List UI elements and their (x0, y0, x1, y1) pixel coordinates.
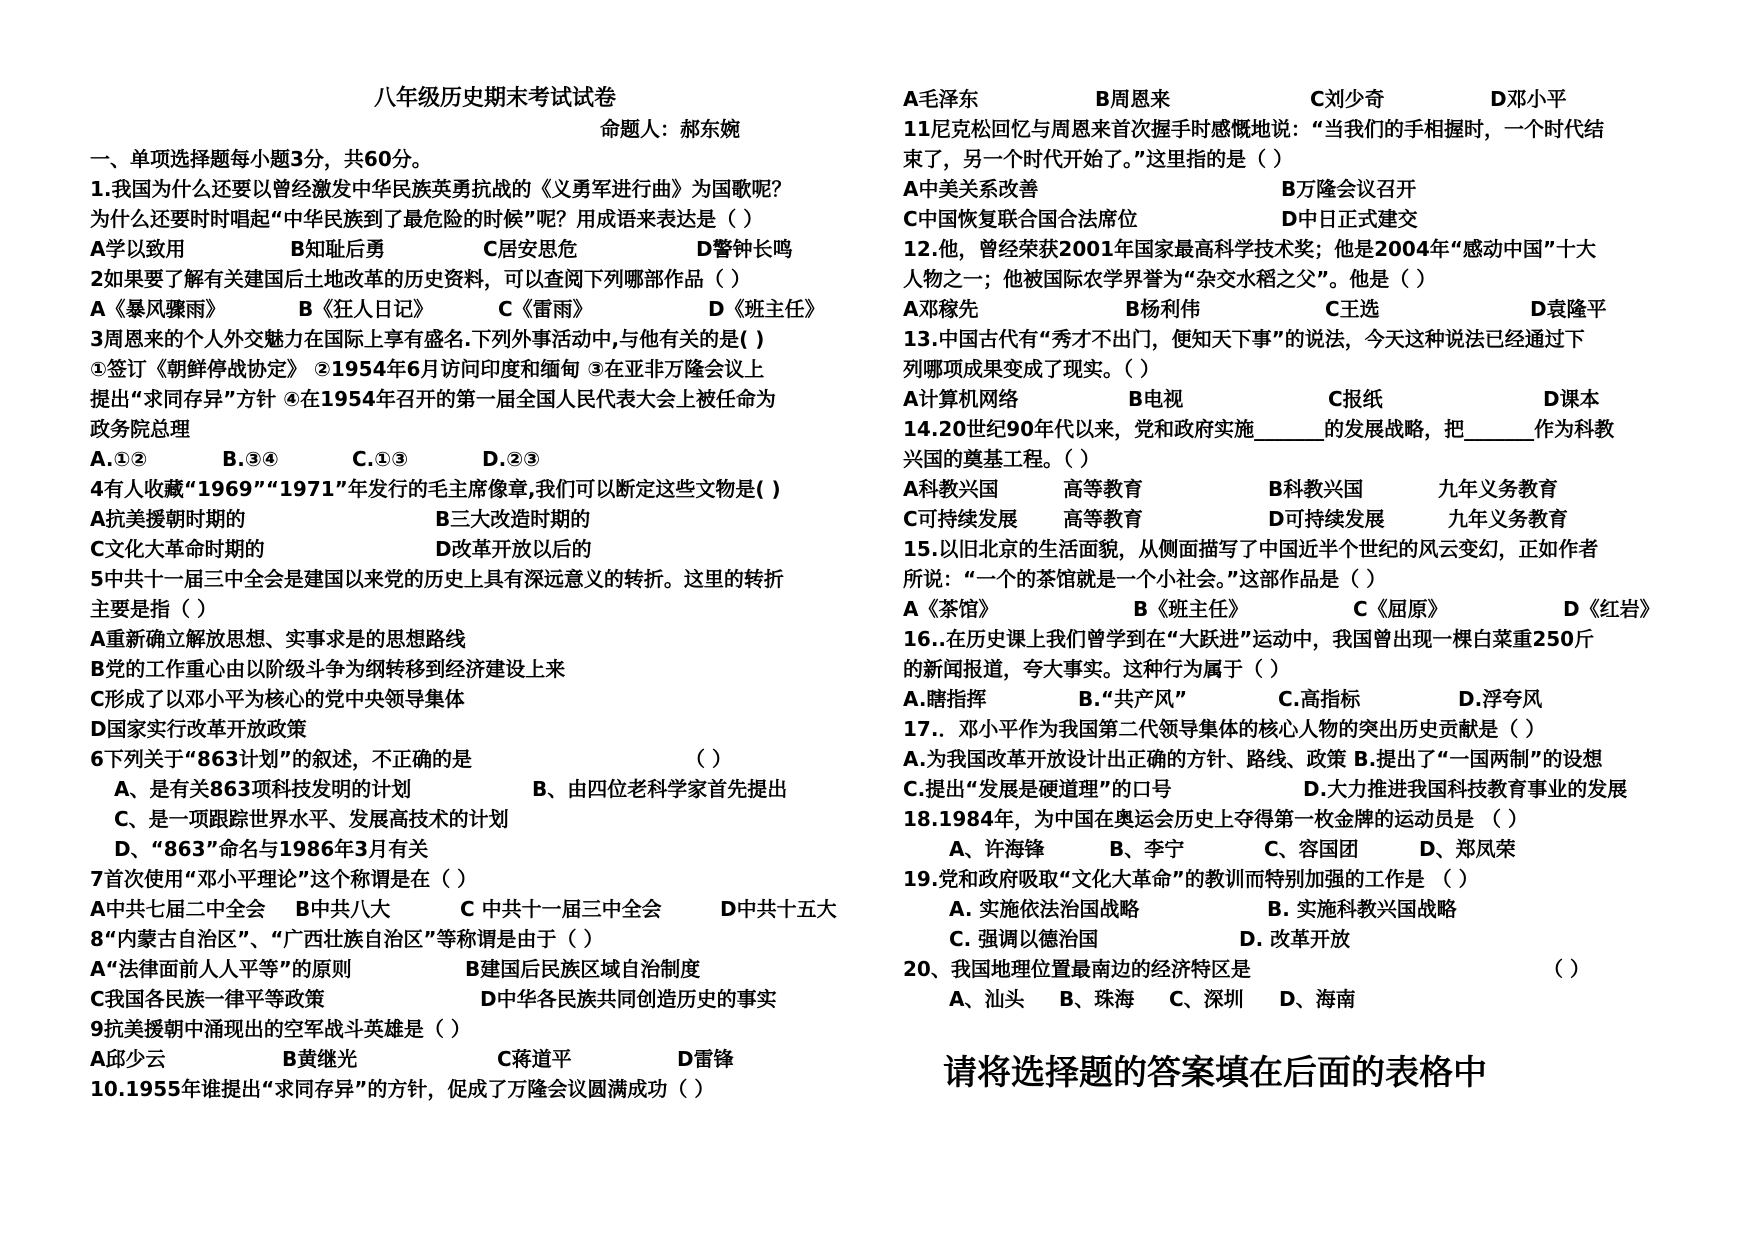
text-segment: D中日正式建交 (1281, 207, 1418, 231)
text-segment: C文化大革命时期的 (90, 537, 265, 561)
text-segment: 11尼克松回忆与周恩来首次握手时感慨地说：“当我们的手相握时，一个时代结 (903, 117, 1604, 141)
text-line (903, 684, 1683, 714)
text-segment: A邱少云 (90, 1047, 166, 1071)
text-segment: 15.以旧北京的生活面貌，从侧面描写了中国近半个世纪的风云变幻，正如作者 (903, 537, 1599, 561)
text-segment: D雷锋 (677, 1047, 734, 1071)
text-segment: D中华各民族共同创造历史的事实 (480, 987, 777, 1011)
text-line (903, 174, 1683, 204)
text-segment: D袁隆平 (1530, 297, 1607, 321)
text-line (90, 954, 870, 984)
text-segment: 九年义务教育 (1448, 507, 1568, 531)
text-line (90, 384, 870, 414)
text-segment: B《班主任》 (1133, 597, 1249, 621)
text-segment: 9抗美援朝中涌现出的空军战斗英雄是（ ） (90, 1017, 471, 1041)
text-segment: A中美关系改善 (903, 177, 1039, 201)
text-line (903, 204, 1683, 234)
text-segment: 兴国的奠基工程。（ ） (903, 447, 1100, 471)
text-segment: C报纸 (1328, 387, 1383, 411)
left-question-lines (90, 144, 870, 1104)
text-segment: B电视 (1128, 387, 1184, 411)
text-segment: A、汕头 (949, 987, 1025, 1011)
text-segment: 7首次使用“邓小平理论”这个称谓是在（ ） (90, 867, 478, 891)
text-segment: B中共八大 (295, 897, 391, 921)
text-segment: D可持续发展 (1268, 507, 1385, 531)
text-segment: 主要是指（ ） (90, 597, 217, 621)
text-line (90, 324, 870, 354)
text-segment: 人物之一；他被国际农学界誉为“杂交水稻之父”。他是（ ） (903, 267, 1437, 291)
text-segment: 列哪项成果变成了现实。（ ） (903, 357, 1160, 381)
text-segment: D.浮夸风 (1458, 687, 1543, 711)
text-line (90, 684, 870, 714)
text-segment: A邓稼先 (903, 297, 979, 321)
right-question-lines (903, 84, 1683, 1014)
text-segment: D中共十五大 (720, 897, 837, 921)
text-line (90, 474, 870, 504)
text-line (903, 864, 1683, 894)
text-segment: C可持续发展 (903, 507, 1018, 531)
text-line (903, 564, 1683, 594)
text-segment: B科教兴国 (1268, 477, 1364, 501)
text-segment: B周恩来 (1095, 87, 1171, 111)
text-line (90, 354, 870, 384)
text-segment: C我国各民族一律平等政策 (90, 987, 325, 1011)
text-segment: B万隆会议召开 (1281, 177, 1417, 201)
text-line (903, 84, 1683, 114)
text-segment: B杨利伟 (1125, 297, 1201, 321)
text-line (90, 1014, 870, 1044)
text-line (903, 924, 1683, 954)
text-segment: A重新确立解放思想、实事求是的思想路线 (90, 627, 466, 651)
text-segment: 一、单项选择题每小题3分，共60分。 (90, 147, 432, 171)
text-segment: 3周恩来的个人外交魅力在国际上享有盛名.下列外事活动中,与他有关的是( ) (90, 327, 765, 351)
text-line (903, 774, 1683, 804)
text-line (90, 534, 870, 564)
text-line (903, 234, 1683, 264)
text-segment: C、是一项跟踪世界水平、发展高技术的计划 (114, 807, 509, 831)
text-line (90, 444, 870, 474)
text-line (90, 294, 870, 324)
text-segment: C.提出“发展是硬道理”的口号 (903, 777, 1172, 801)
text-line (903, 744, 1683, 774)
text-line (90, 594, 870, 624)
text-segment: B建国后民族区域自治制度 (465, 957, 701, 981)
page-title: 八年级历史期末考试试卷 (373, 86, 616, 111)
text-segment: 13.中国古代有“秀才不出门，便知天下事”的说法，今天这种说法已经通过下 (903, 327, 1585, 351)
text-segment: C、容国团 (1264, 837, 1359, 861)
text-line (90, 234, 870, 264)
text-segment: A. 实施依法治国战略 (949, 897, 1140, 921)
text-segment: 束了，另一个时代开始了。”这里指的是（ ） (903, 147, 1294, 171)
text-line (903, 384, 1683, 414)
text-line (903, 114, 1683, 144)
text-line (90, 654, 870, 684)
text-segment: A.①② (90, 447, 148, 471)
text-line (90, 144, 870, 174)
text-segment: 2如果要了解有关建国后土地改革的历史资料，可以查阅下列哪部作品（ ） (90, 267, 751, 291)
text-segment: 高等教育 (1063, 477, 1143, 501)
text-segment: B、李宁 (1109, 837, 1185, 861)
text-segment: D.②③ (482, 447, 541, 471)
text-segment: D、海南 (1279, 987, 1356, 1011)
text-line (903, 804, 1683, 834)
text-segment: C刘少奇 (1310, 87, 1385, 111)
text-segment: D. 改革开放 (1239, 927, 1351, 951)
text-line (903, 144, 1683, 174)
text-segment: A抗美援朝时期的 (90, 507, 246, 531)
text-segment: A计算机网络 (903, 387, 1019, 411)
text-segment: 6下列关于“863计划”的叙述，不正确的是 (90, 747, 472, 771)
text-segment: 1.我国为什么还要以曾经激发中华民族英勇抗战的《义勇军进行曲》为国歌呢？ (90, 177, 792, 201)
text-line (90, 864, 870, 894)
text-segment: B三大改造时期的 (435, 507, 591, 531)
text-segment: D《红岩》 (1563, 597, 1660, 621)
text-segment: A科教兴国 (903, 477, 999, 501)
text-segment: D警钟长鸣 (696, 237, 793, 261)
text-segment: A、是有关863项科技发明的计划 (114, 777, 412, 801)
text-segment: 所说：“一个的茶馆就是一个小社会。”这部作品是（ ） (903, 567, 1387, 591)
text-line (903, 294, 1683, 324)
text-line (903, 894, 1683, 924)
text-line (90, 204, 870, 234)
text-segment: C. 强调以德治国 (949, 927, 1099, 951)
answer-notice: 请将选择题的答案填在后面的表格中 (943, 1053, 1487, 1093)
text-segment: B. 实施科教兴国战略 (1267, 897, 1457, 921)
text-segment: 8“内蒙古自治区”、“广西壮族自治区”等称谓是由于（ ） (90, 927, 604, 951)
text-line (903, 954, 1683, 984)
text-line (903, 264, 1683, 294)
text-segment: 14.20世纪90年代以来，党和政府实施_______的发展战略，把_______作为科教 (903, 417, 1615, 441)
text-line (903, 354, 1683, 384)
text-segment: C形成了以邓小平为核心的党中央领导集体 (90, 687, 465, 711)
text-segment: B.③④ (222, 447, 279, 471)
text-segment: ①签订《朝鲜停战协定》 ②1954年6月访问印度和缅甸 ③在亚非万隆会议上 (90, 357, 765, 381)
text-line (903, 654, 1683, 684)
text-segment: C、深圳 (1169, 987, 1244, 1011)
text-line (903, 714, 1683, 744)
text-segment: D国家实行改革开放政策 (90, 717, 307, 741)
text-segment: B知耻后勇 (290, 237, 386, 261)
text-segment: C居安思危 (483, 237, 578, 261)
text-segment: 九年义务教育 (1438, 477, 1558, 501)
text-line (90, 834, 870, 864)
text-segment: D邓小平 (1490, 87, 1567, 111)
text-line (90, 984, 870, 1014)
text-segment: C王选 (1325, 297, 1380, 321)
text-line (903, 474, 1683, 504)
text-segment: 4有人收藏“1969”“1971”年发行的毛主席像章,我们可以断定这些文物是( ) (90, 477, 781, 501)
text-segment: C.①③ (352, 447, 409, 471)
text-segment: 高等教育 (1063, 507, 1143, 531)
text-segment: 16..在历史课上我们曾学到在“大跃进”运动中，我国曾出现一棵白菜重250斤 (903, 627, 1595, 651)
text-segment: 为什么还要时时唱起“中华民族到了最危险的时候”呢？用成语来表达是（ ） (90, 207, 764, 231)
text-segment: A、许海锋 (949, 837, 1045, 861)
spacer (903, 1014, 1683, 1038)
text-line (903, 414, 1683, 444)
text-line (90, 804, 870, 834)
text-segment: C中国恢复联合国合法席位 (903, 207, 1138, 231)
text-segment: D、郑凤荣 (1419, 837, 1516, 861)
text-line (903, 594, 1683, 624)
text-segment: B.“共产风” (1078, 687, 1188, 711)
text-line (903, 834, 1683, 864)
text-segment: B黄继光 (282, 1047, 358, 1071)
text-line (903, 324, 1683, 354)
text-line (90, 264, 870, 294)
right-column (903, 84, 1683, 1108)
text-line (90, 624, 870, 654)
text-line (90, 714, 870, 744)
text-segment: A.瞎指挥 (903, 687, 987, 711)
text-line (90, 564, 870, 594)
text-segment: A“法律面前人人平等”的原则 (90, 957, 352, 981)
text-segment: B、由四位老科学家首先提出 (532, 777, 788, 801)
text-segment: 政务院总理 (90, 417, 190, 441)
text-segment: C.高指标 (1278, 687, 1361, 711)
text-segment: A.为我国改革开放设计出正确的方针、路线、政策 B.提出了“一国两制”的设想 (903, 747, 1603, 771)
text-segment: B《狂人日记》 (298, 297, 434, 321)
text-line (90, 744, 870, 774)
text-segment: C《屈原》 (1353, 597, 1448, 621)
text-line (90, 414, 870, 444)
text-segment: A学以致用 (90, 237, 186, 261)
text-segment: 10.1955年谁提出“求同存异”的方针，促成了万隆会议圆满成功（ ） (90, 1077, 715, 1101)
text-line (90, 924, 870, 954)
text-segment: B、珠海 (1059, 987, 1135, 1011)
text-line (903, 444, 1683, 474)
text-line (903, 624, 1683, 654)
text-segment: （ ） (1543, 957, 1590, 981)
text-segment: D改革开放以后的 (435, 537, 592, 561)
text-line (90, 774, 870, 804)
text-segment: 18.1984年，为中国在奥运会历史上夺得第一枚金牌的运动员是 （ ） (903, 807, 1529, 831)
text-segment: 提出“求同存异”方针 ④在1954年召开的第一届全国人民代表大会上被任命为 (90, 387, 776, 411)
text-segment: D、“863”命名与1986年3月有关 (114, 837, 429, 861)
text-segment: C 中共十一届三中全会 (460, 897, 662, 921)
text-line (90, 1074, 870, 1104)
text-segment: A《茶馆》 (903, 597, 999, 621)
text-segment: A毛泽东 (903, 87, 979, 111)
text-line (90, 174, 870, 204)
left-column (90, 84, 870, 1104)
text-segment: 19.党和政府吸取“文化大革命”的教训而特别加强的工作是 （ ） (903, 867, 1479, 891)
text-segment: C《雷雨》 (498, 297, 593, 321)
text-segment: C蒋道平 (497, 1047, 572, 1071)
text-segment: D《班主任》 (708, 297, 825, 321)
text-line (90, 894, 870, 924)
text-segment: 17.．邓小平作为我国第二代领导集体的核心人物的突出历史贡献是（ ） (903, 717, 1546, 741)
text-segment: 5中共十一届三中全会是建国以来党的历史上具有深远意义的转折。这里的转折 (90, 567, 784, 591)
text-line (90, 504, 870, 534)
text-segment: D.大力推进我国科技教育事业的发展 (1303, 777, 1628, 801)
author-line: 命题人：郝东婉 (600, 117, 740, 141)
text-segment: （ ） (685, 747, 732, 771)
text-line (903, 534, 1683, 564)
text-segment: B党的工作重心由以阶级斗争为纲转移到经济建设上来 (90, 657, 566, 681)
text-line (903, 984, 1683, 1014)
text-segment: D课本 (1543, 387, 1600, 411)
text-line (903, 504, 1683, 534)
text-segment: 12.他，曾经荣获2001年国家最高科学技术奖；他是2004年“感动中国”十大 (903, 237, 1597, 261)
text-line (90, 1044, 870, 1074)
text-segment: 的新闻报道，夸大事实。这种行为属于（ ） (903, 657, 1290, 681)
text-segment: A中共七届二中全会 (90, 897, 266, 921)
text-segment: 20、我国地理位置最南边的经济特区是 (903, 957, 1251, 981)
text-segment: A《暴风骤雨》 (90, 297, 226, 321)
